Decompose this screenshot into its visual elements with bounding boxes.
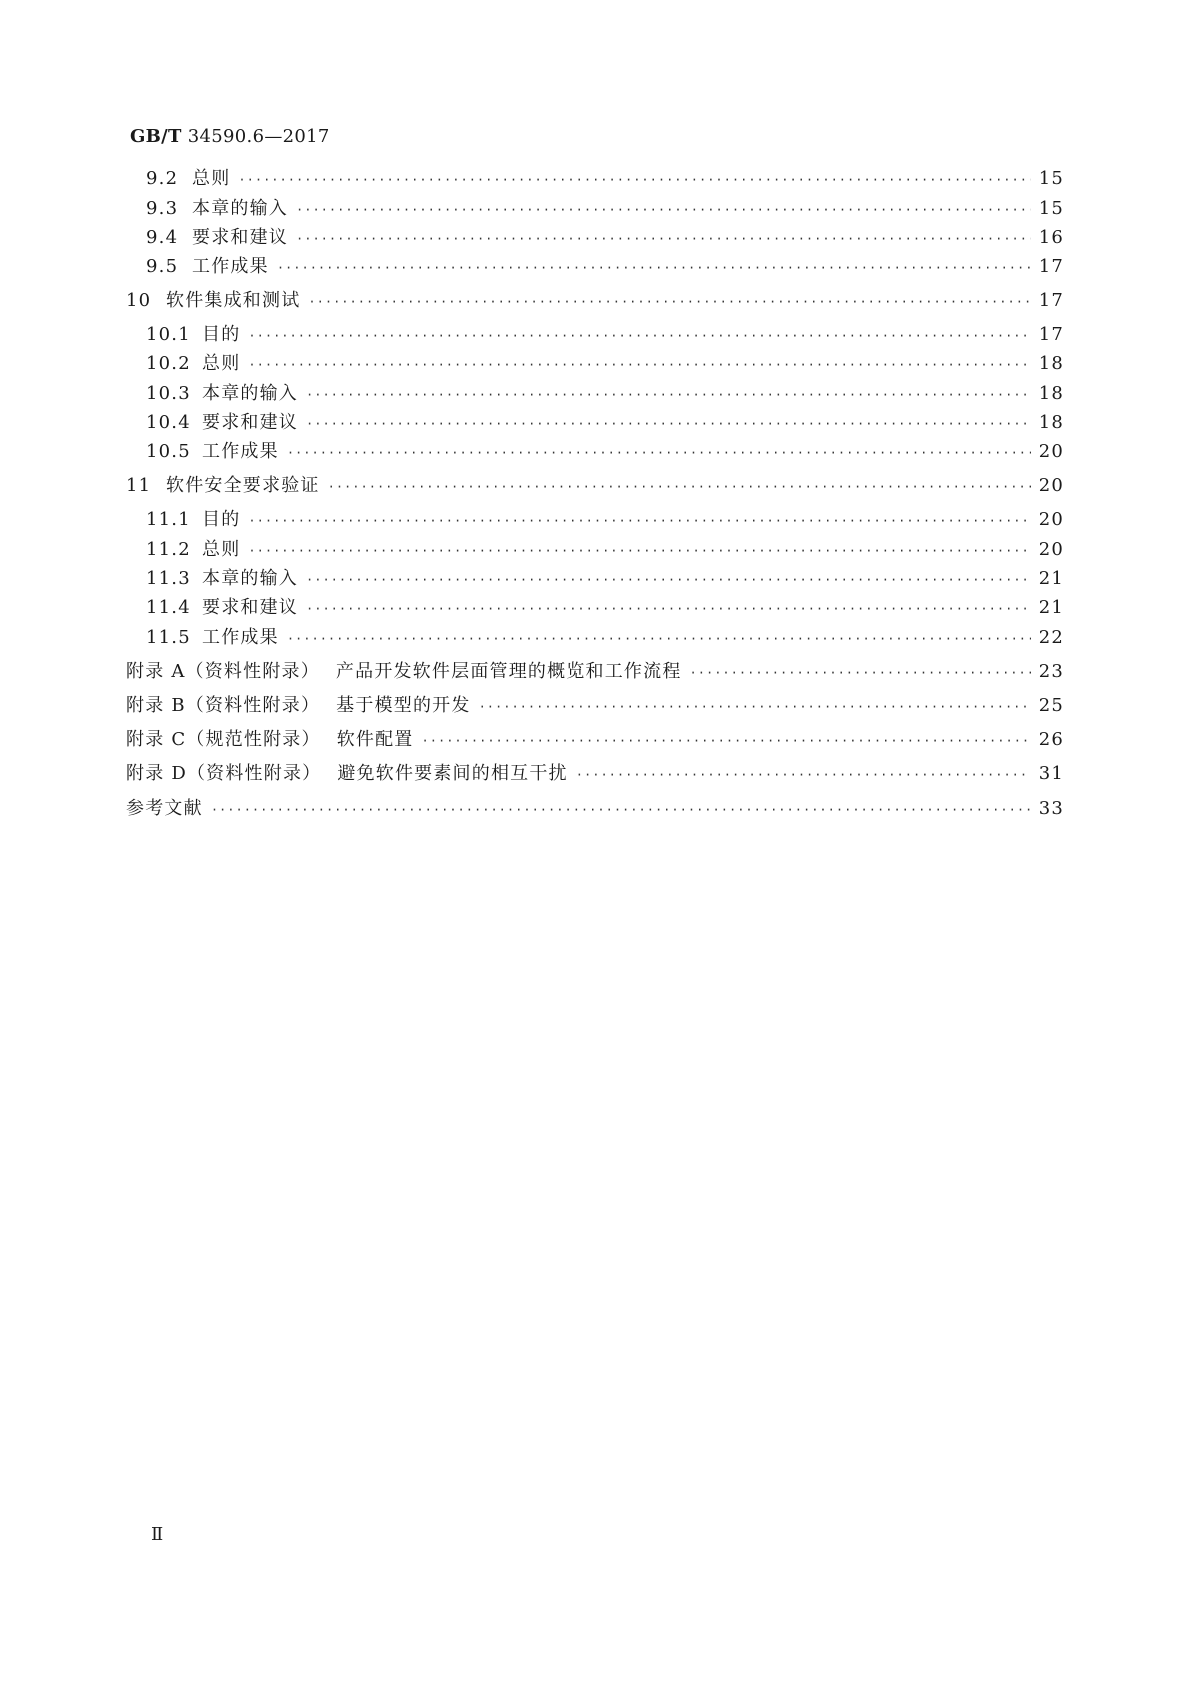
toc-entry[interactable] [146, 227, 1064, 250]
toc-leader-dots [328, 476, 1031, 498]
toc-entry-title: 工作成果 [192, 256, 269, 277]
page-number: Ⅱ [151, 1524, 164, 1545]
toc-entry-page: 26 [1038, 729, 1064, 750]
toc-entry-page: 17 [1038, 324, 1064, 345]
toc-entry[interactable] [146, 568, 1064, 591]
toc-entry-title: 产品开发软件层面管理的概览和工作流程 [335, 661, 682, 682]
toc-entry[interactable] [146, 441, 1064, 464]
toc-chapter[interactable] [126, 475, 1064, 498]
toc-entry[interactable] [146, 168, 1064, 191]
toc-entry-page: 15 [1038, 198, 1064, 219]
toc-entry-title: 工作成果 [202, 627, 279, 648]
toc-entry-page: 18 [1038, 383, 1064, 404]
toc-entry-number: 10.4 [146, 412, 191, 433]
toc-entry-page: 18 [1038, 353, 1064, 374]
standard-number: 34590.6—2017 [187, 126, 330, 147]
toc-leader-dots [248, 354, 1030, 376]
toc-entry-title: 参考文献 [126, 798, 203, 819]
toc-entry-title: 要求和建议 [202, 412, 298, 433]
toc-leader-dots [248, 325, 1030, 347]
toc-leader-dots [306, 413, 1031, 435]
toc-entry-title: 软件集成和测试 [166, 290, 301, 311]
toc-entry-page: 21 [1038, 568, 1064, 589]
toc-entry[interactable] [146, 509, 1064, 532]
toc-entry-page: 23 [1038, 661, 1064, 682]
toc-entry-title: 本章的输入 [202, 383, 298, 404]
toc-entry-title: 要求和建议 [192, 227, 288, 248]
toc-leader-dots [479, 696, 1031, 718]
toc-leader-dots [211, 799, 1031, 821]
toc-entry-title: 总则 [202, 353, 241, 374]
toc-entry[interactable] [146, 627, 1064, 650]
toc-entry-title: 要求和建议 [202, 597, 298, 618]
toc-entry-title: 基于模型的开发 [336, 695, 471, 716]
toc-entry-page: 25 [1038, 695, 1064, 716]
toc-leader-dots [248, 540, 1030, 562]
toc-annex[interactable] [126, 695, 1064, 718]
toc-entry-title: 本章的输入 [202, 568, 298, 589]
toc-leader-dots [576, 764, 1031, 786]
standard-code: GB/T [130, 126, 182, 147]
toc-entry[interactable] [146, 412, 1064, 435]
toc-entry-title: 总则 [192, 168, 231, 189]
toc-entry-number: 附录 A（资料性附录） [126, 661, 320, 682]
toc-entry[interactable] [146, 383, 1064, 406]
toc-annex[interactable] [126, 763, 1064, 786]
toc-entry-page: 31 [1038, 763, 1064, 784]
toc-entry[interactable] [146, 353, 1064, 376]
toc-entry-number: 9.4 [146, 227, 179, 248]
toc-entry[interactable] [146, 597, 1064, 620]
toc-entry-page: 33 [1038, 798, 1064, 819]
toc-entry-page: 20 [1038, 441, 1064, 462]
toc-entry[interactable] [146, 256, 1064, 279]
toc-entry-page: 15 [1038, 168, 1064, 189]
toc-entry-number: 附录 D（资料性附录） [126, 763, 322, 784]
toc-entry-number: 9.3 [146, 198, 179, 219]
toc-entry-number: 10.2 [146, 353, 191, 374]
toc-annex[interactable] [126, 661, 1064, 684]
toc-entry-number: 附录 C（规范性附录） [126, 729, 321, 750]
toc-entry[interactable] [146, 324, 1064, 347]
toc-entry-number: 11.3 [146, 568, 191, 589]
toc-entry-number: 11.5 [146, 627, 191, 648]
toc-entry-title: 软件安全要求验证 [166, 475, 320, 496]
toc-leader-dots [306, 384, 1031, 406]
toc-entry-title: 软件配置 [336, 729, 414, 750]
toc-leader-dots [690, 662, 1031, 684]
toc-entry-number: 9.2 [146, 168, 179, 189]
toc-entry-title: 本章的输入 [192, 198, 288, 219]
toc-entry-page: 16 [1038, 227, 1064, 248]
toc-chapter[interactable] [126, 290, 1064, 313]
toc-entry-page: 18 [1038, 412, 1064, 433]
toc-entry-number: 9.5 [146, 256, 179, 277]
toc-leader-dots [248, 510, 1030, 532]
toc-entry-number: 附录 B（资料性附录） [126, 695, 321, 716]
toc-entry-title: 避免软件要素间的相互干扰 [337, 763, 568, 784]
toc-entry-number: 11.4 [146, 597, 191, 618]
toc-entry-title: 目的 [202, 324, 241, 345]
toc-leader-dots [287, 442, 1031, 464]
toc-leader-dots [306, 598, 1031, 620]
toc-leader-dots [296, 199, 1031, 221]
toc-entry[interactable] [146, 198, 1064, 221]
toc-entry-page: 21 [1038, 597, 1064, 618]
toc-bibliography[interactable] [126, 798, 1064, 821]
toc-entry-page: 17 [1038, 256, 1064, 277]
toc-entry[interactable] [146, 539, 1064, 562]
toc-entry-number: 10.5 [146, 441, 191, 462]
toc-leader-dots [287, 628, 1031, 650]
toc-leader-dots [306, 569, 1031, 591]
toc-entry-page: 20 [1038, 475, 1064, 496]
toc-entry-number: 10.1 [146, 324, 191, 345]
toc-entry-title: 总则 [202, 539, 241, 560]
toc-leader-dots [277, 257, 1031, 279]
toc-entry-number: 11 [126, 475, 152, 496]
toc-entry-number: 10.3 [146, 383, 191, 404]
toc-entry-title: 工作成果 [202, 441, 279, 462]
toc-annex[interactable] [126, 729, 1064, 752]
toc-leader-dots [238, 169, 1030, 191]
toc-entry-page: 20 [1038, 509, 1064, 530]
toc-leader-dots [296, 228, 1031, 250]
toc-entry-title: 目的 [202, 509, 241, 530]
toc-entry-number: 10 [126, 290, 152, 311]
toc-leader-dots [308, 291, 1030, 313]
document-header [130, 126, 330, 147]
toc-entry-page: 22 [1038, 627, 1064, 648]
toc-entry-page: 20 [1038, 539, 1064, 560]
toc-leader-dots [422, 730, 1031, 752]
toc-entry-page: 17 [1038, 290, 1064, 311]
toc-entry-number: 11.1 [146, 509, 191, 530]
toc-entry-number: 11.2 [146, 539, 191, 560]
